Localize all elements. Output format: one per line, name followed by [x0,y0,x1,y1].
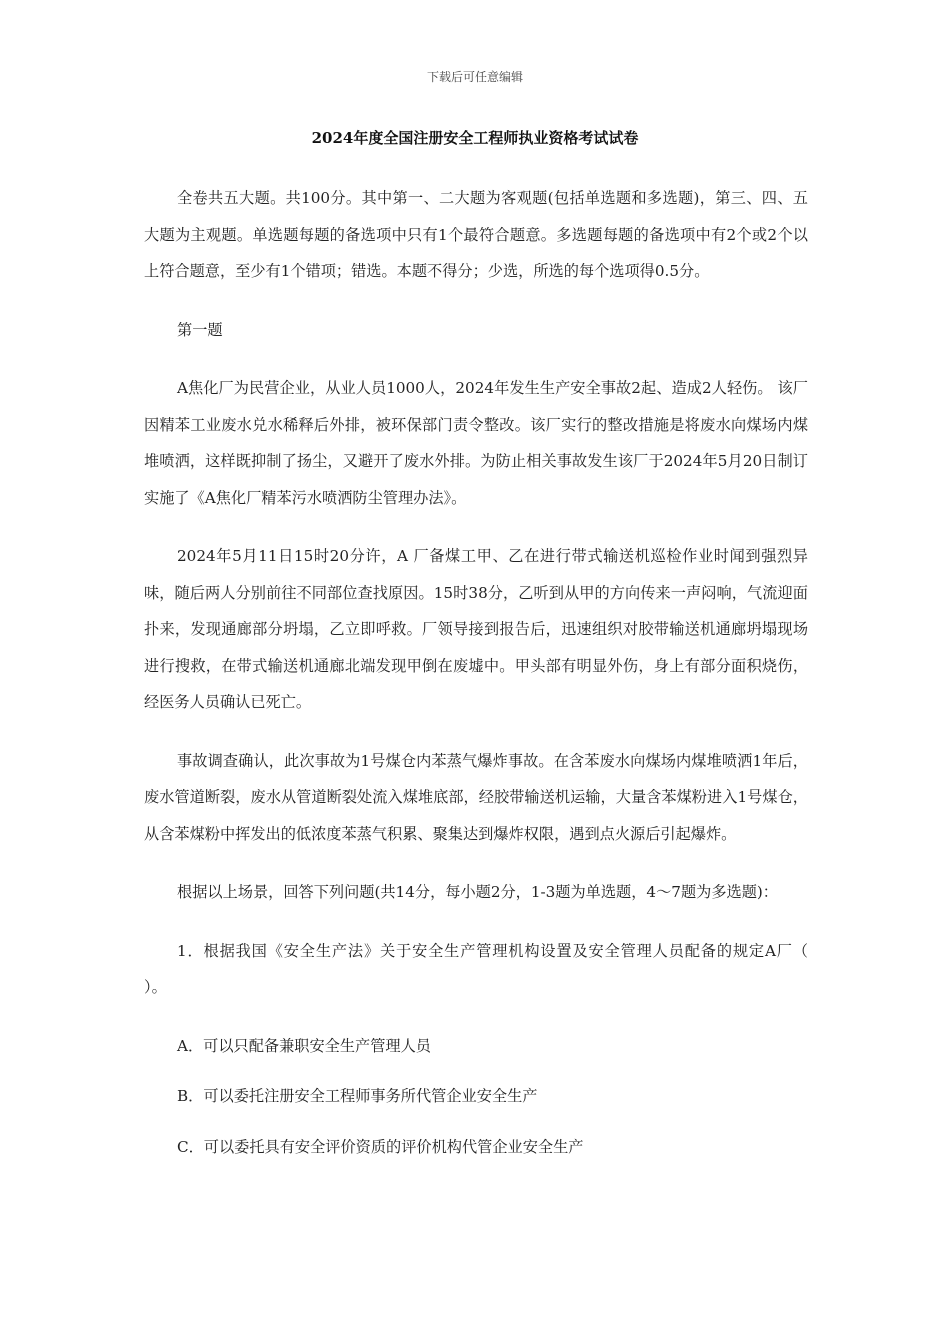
section-heading: 第一题 [177,320,223,339]
question-1: 1．根据我国《安全生产法》关于安全生产管理机构设置及安全管理人员配备的规定A厂（ ）。 [144,941,839,996]
instructions-paragraph: 根据以上场景，回答下列问题(共14分，每小题2分，1-3题为单选题，4～7题为多选题)： [177,883,778,901]
document-body [144,180,839,1179]
incident-paragraph: 2024年5月11日15时20分许，A 厂备煤工甲、乙在进行带式输送机巡检作业时闻到强烈异味，随后两人分别前往不同部位查找原因。15时38分，乙听到从甲的方向传来一声闷响，气流迎面扑来，发现通廊部分坍塌，乙立即呼救。厂领导接到报告后，迅速组织对胶带输送机通廊坍塌现场进行搜救，在带式输送机通廊北端发现甲倒在废墟中。甲头部有明显外伤，身上有部分面积烧伤，经医务人员确认已死亡。 [144,547,808,711]
question-1-option-b: B．可以委托注册安全工程师事务所代管企业安全生产 [177,1087,538,1105]
header-note: 下载后可任意编辑 [426,70,523,84]
investigation-paragraph: 事故调查确认，此次事故为1号煤仓内苯蒸气爆炸事故。在含苯废水向煤场内煤堆喷洒1年后，废水管道断裂，废水从管道断裂处流入煤堆底部，经胶带输送机运输，大量含苯煤粉进入1号煤仓，从含苯煤粉中挥发出的低浓度苯蒸气积累、聚集达到爆炸权限，遇到点火源后引起爆炸。 [144,751,808,843]
intro-paragraph: 全卷共五大题。共100分。其中第一、二大题为客观题(包括单选题和多选题)，第三、四、五大题为主观题。单选题每题的备选项中只有1个最符合题意。多选题每题的备选项中有2个或2个以上符合题意，至少有1个错项；错选。本题不得分；少选，所选的每个选项得0.5分。 [144,189,808,280]
background-paragraph: A焦化厂为民营企业，从业人员1000人，2024年发生生产安全事故2起、造成2人轻伤。 该厂因精苯工业废水兑水稀释后外排，被环保部门责令整改。该厂实行的整改措施是将废水向煤场内煤堆喷洒，这样既抑制了扬尘，又避开了废水外排。为防止相关事故发生该厂于2024年5月20日制订实施了《A焦化厂精苯污水喷洒防尘管理办法》。 [144,379,808,507]
question-1-option-c: C．可以委托具有安全评价资质的评价机构代管企业安全生产 [177,1137,584,1156]
question-1-option-a: A．可以只配备兼职安全生产管理人员 [177,1036,431,1055]
document-title: 2024年度全国注册安全工程师执业资格考试试卷 [311,129,639,147]
